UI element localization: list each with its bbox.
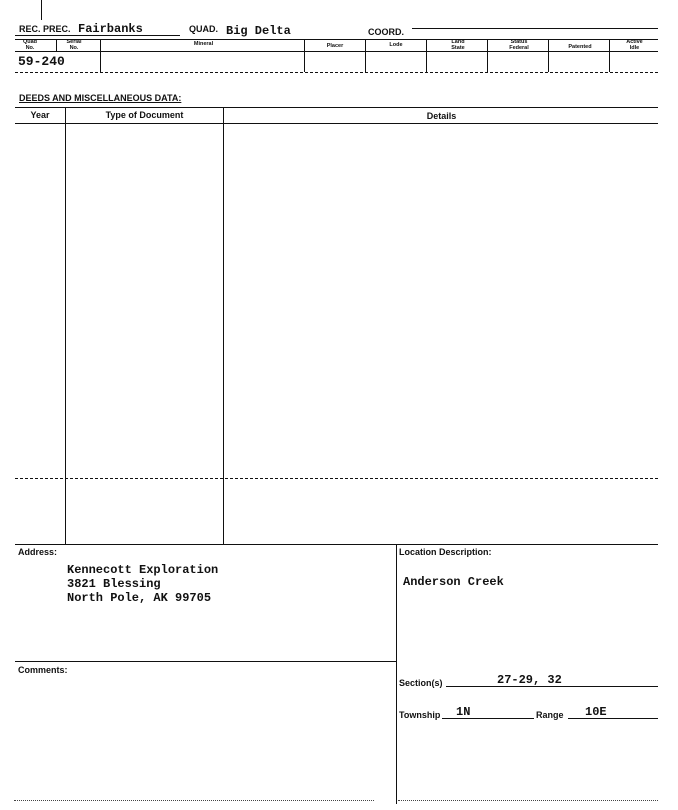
deeds-bottom-rule [15,544,658,545]
col-divider-3 [304,39,305,72]
deeds-top-rule [15,107,658,108]
address-line-3: North Pole, AK 99705 [67,591,212,605]
col-quad-no-line1: Quad [22,39,38,45]
range-underline [568,718,658,719]
col-serial-no-line2: No. [69,44,79,51]
section-label: Section(s) [399,678,443,688]
comments-label: Comments: [18,665,68,675]
deeds-col-details: Details [426,111,457,121]
col-placer: Placer [326,43,344,49]
table-top-rule [15,39,658,40]
comments-top-rule [15,661,396,662]
col-quad-no-line2: No. [25,44,35,51]
col-divider-4 [365,39,366,72]
quad-no-value: 59-240 [18,54,65,69]
col-active-idle-line2: Idle [629,44,640,51]
township-label: Township [399,710,441,720]
col-active-idle [611,40,658,51]
address-label: Address: [18,547,58,557]
deeds-col-type: Type of Document [105,110,184,120]
col-divider-6 [487,39,488,72]
address-location-divider [396,544,397,804]
deeds-col-year: Year [30,110,50,120]
col-land-state-line1: Land [451,39,465,45]
deeds-header-rule [15,123,658,124]
record-row-dashed-rule [15,72,658,73]
col-divider-7 [548,39,549,72]
col-lode: Lode [389,42,403,48]
rec-prec-value: Fairbanks [78,22,143,36]
col-serial-no-line1: Serial [66,39,82,45]
address-line-1: Kennecott Exploration [67,563,219,577]
scan-noise-bottom-left [14,800,374,801]
quad-value: Big Delta [226,24,291,38]
address-block [67,563,218,605]
address-line-2: 3821 Blessing [67,577,161,591]
rec-prec-label: REC. PREC. [19,24,71,34]
coord-label: COORD. [368,27,404,37]
col-divider-8 [609,39,610,72]
range-value: 10E [585,705,607,719]
header-rule-right [412,28,658,29]
col-mineral: Mineral [193,41,214,47]
col-patented: Patented [568,44,592,50]
location-description-label: Location Description: [399,547,492,557]
location-description-value: Anderson Creek [403,575,504,589]
col-status-federal-line1: Status [510,39,528,45]
col-divider-1 [56,39,57,51]
deeds-section-title: DEEDS AND MISCELLANEOUS DATA: [19,93,182,103]
col-land-state-line2: State [451,44,465,51]
top-tick-mark [41,0,42,20]
col-serial-no [60,40,88,51]
scan-noise-bottom-right [398,800,658,801]
col-divider-5 [426,39,427,72]
header-rule-left [15,35,180,36]
table-header-rule [15,51,658,52]
section-value: 27-29, 32 [497,673,562,687]
deeds-dashed-rule [15,478,658,479]
col-status-federal [489,40,549,51]
range-label: Range [536,710,564,720]
col-active-idle-line1: Active [626,39,643,45]
township-value: 1N [456,705,471,719]
col-quad-no [18,40,42,51]
col-status-federal-line2: Federal [509,44,529,51]
quad-label: QUAD. [189,24,218,34]
col-divider-2 [100,39,101,72]
col-land-state [428,40,488,51]
